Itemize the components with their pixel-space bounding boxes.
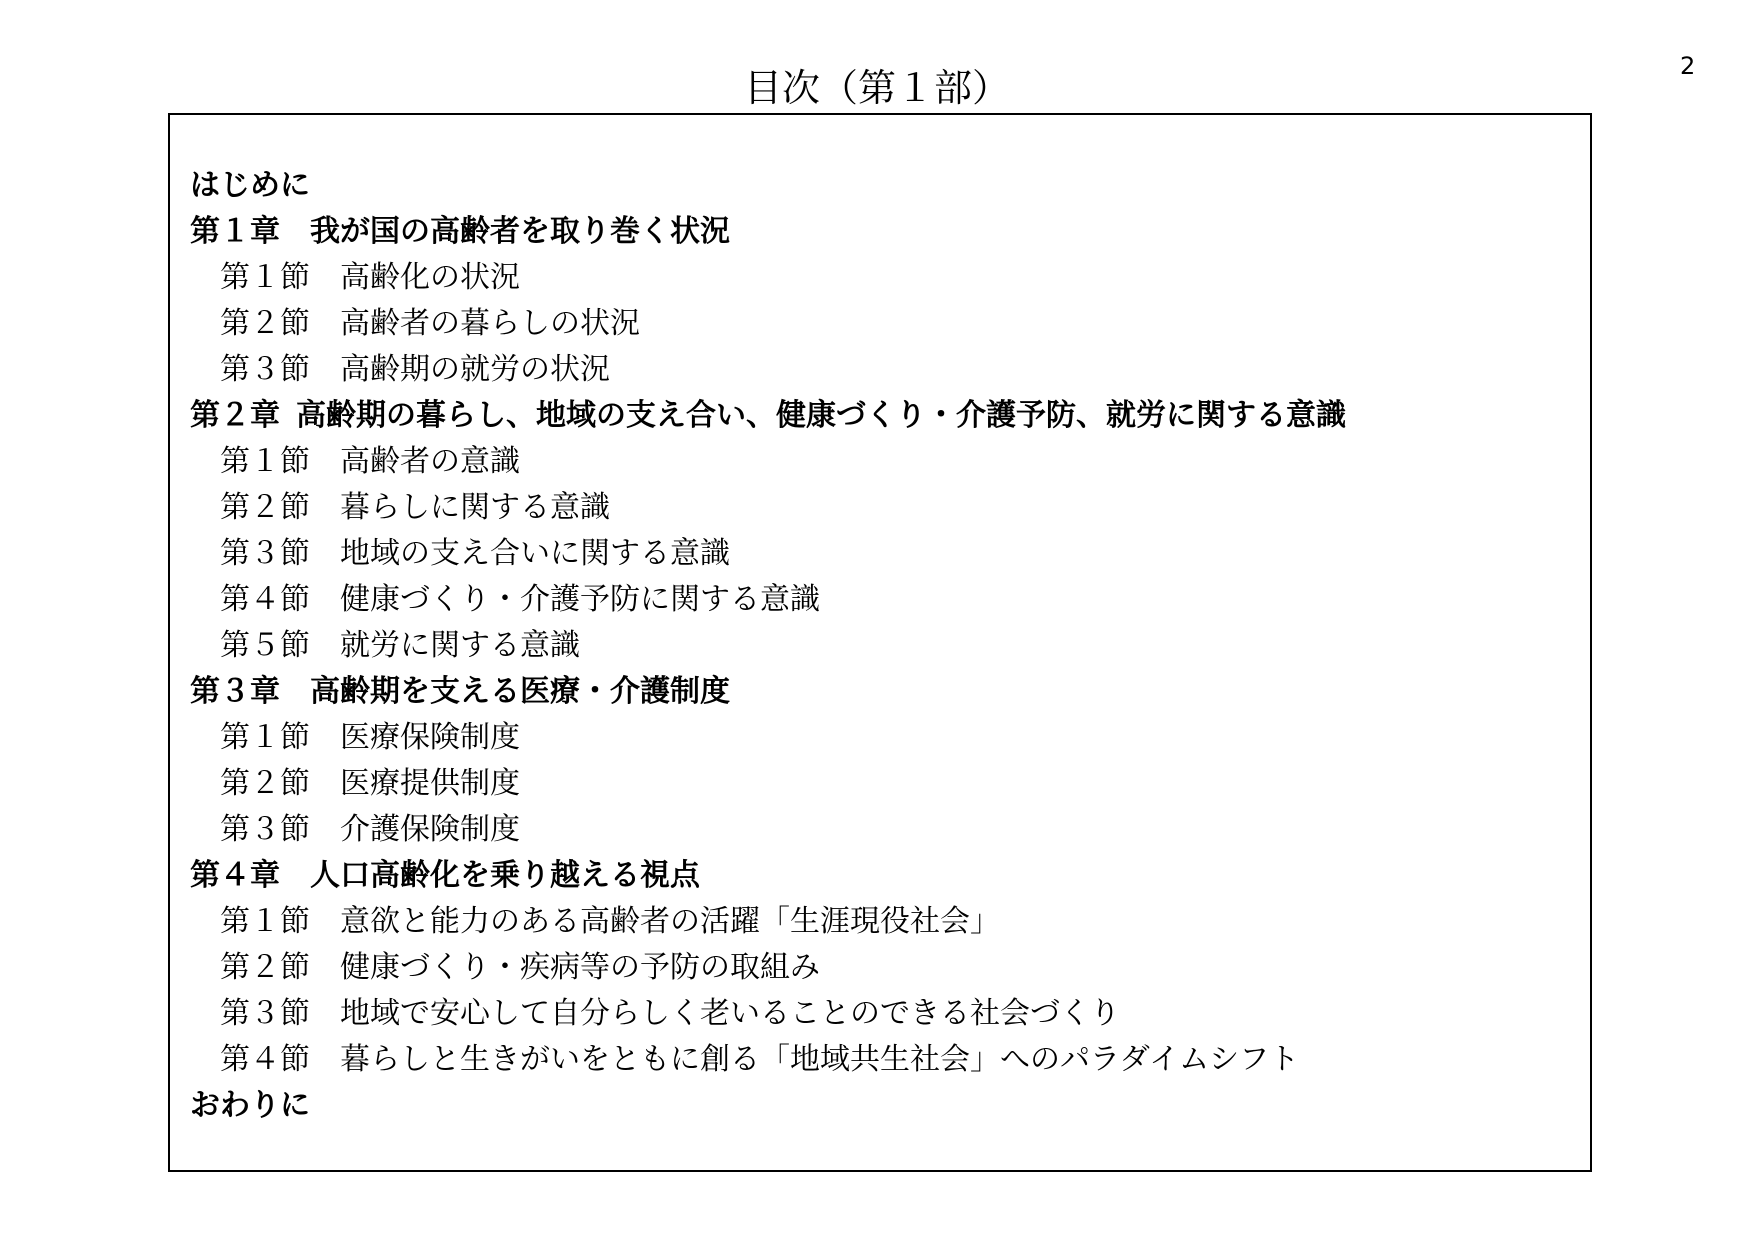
section-title: 意欲と能力のある高齢者の活躍「生涯現役社会」: [340, 904, 1000, 939]
section-label: 第２節: [220, 766, 310, 801]
section-title: 高齢化の状況: [340, 260, 520, 295]
toc-outro[interactable]: おわりに: [190, 1088, 310, 1123]
page-number: 2: [1680, 52, 1696, 80]
section-title: 暮らしに関する意識: [340, 490, 610, 525]
chapter-label: 第４章: [190, 858, 280, 893]
toc-section[interactable]: [190, 991, 1346, 1037]
section-title: 健康づくり・介護予防に関する意識: [340, 582, 820, 617]
toc-intro[interactable]: はじめに: [190, 168, 310, 203]
chapter-title: 我が国の高齢者を取り巻く状況: [310, 214, 730, 249]
section-title: 医療保険制度: [340, 720, 520, 755]
toc-chapter-3[interactable]: [190, 669, 1346, 715]
toc-section[interactable]: [190, 1037, 1346, 1083]
chapter-label: 第３章: [190, 674, 280, 709]
toc-section[interactable]: [190, 945, 1346, 991]
toc-box: [168, 113, 1592, 1172]
chapter-title: 高齢期の暮らし、地域の支え合い、健康づくり・介護予防、就労に関する意識: [296, 398, 1346, 433]
section-label: 第２節: [220, 950, 310, 985]
section-label: 第３節: [220, 352, 310, 387]
section-title: 健康づくり・疾病等の予防の取組み: [340, 950, 820, 985]
section-label: 第２節: [220, 490, 310, 525]
toc-section[interactable]: [190, 347, 1346, 393]
toc-section[interactable]: [190, 623, 1346, 669]
toc-chapter-2[interactable]: [190, 393, 1346, 439]
toc-chapter-1[interactable]: [190, 209, 1346, 255]
chapter-title: 人口高齢化を乗り越える視点: [310, 858, 700, 893]
toc-section[interactable]: [190, 439, 1346, 485]
section-title: 地域で安心して自分らしく老いることのできる社会づくり: [340, 996, 1120, 1031]
toc-chapter-4[interactable]: [190, 853, 1346, 899]
section-title: 高齢者の意識: [340, 444, 520, 479]
section-title: 介護保険制度: [340, 812, 520, 847]
section-label: 第１節: [220, 904, 310, 939]
chapter-label: 第２章: [190, 398, 280, 433]
toc-section[interactable]: [190, 807, 1346, 853]
section-label: 第１節: [220, 444, 310, 479]
section-label: 第１節: [220, 720, 310, 755]
section-label: 第４節: [220, 1042, 310, 1077]
chapter-title: 高齢期を支える医療・介護制度: [310, 674, 730, 709]
section-label: 第１節: [220, 260, 310, 295]
section-label: 第３節: [220, 536, 310, 571]
section-label: 第２節: [220, 306, 310, 341]
section-label: 第５節: [220, 628, 310, 663]
section-label: 第３節: [220, 812, 310, 847]
toc-section[interactable]: [190, 577, 1346, 623]
toc-section[interactable]: [190, 531, 1346, 577]
toc-section[interactable]: [190, 485, 1346, 531]
section-title: 高齢期の就労の状況: [340, 352, 610, 387]
toc-section[interactable]: [190, 255, 1346, 301]
section-title: 地域の支え合いに関する意識: [340, 536, 730, 571]
chapter-label: 第１章: [190, 214, 280, 249]
toc-section[interactable]: [190, 761, 1346, 807]
toc-section[interactable]: [190, 899, 1346, 945]
section-label: 第４節: [220, 582, 310, 617]
toc-section[interactable]: [190, 715, 1346, 761]
section-title: 就労に関する意識: [340, 628, 580, 663]
section-title: 医療提供制度: [340, 766, 520, 801]
toc-section[interactable]: [190, 301, 1346, 347]
page-title: 目次（第１部）: [743, 66, 1010, 110]
section-title: 高齢者の暮らしの状況: [340, 306, 640, 341]
section-title: 暮らしと生きがいをともに創る「地域共生社会」へのパラダイムシフト: [340, 1042, 1300, 1077]
section-label: 第３節: [220, 996, 310, 1031]
toc-list: [190, 163, 1346, 1129]
